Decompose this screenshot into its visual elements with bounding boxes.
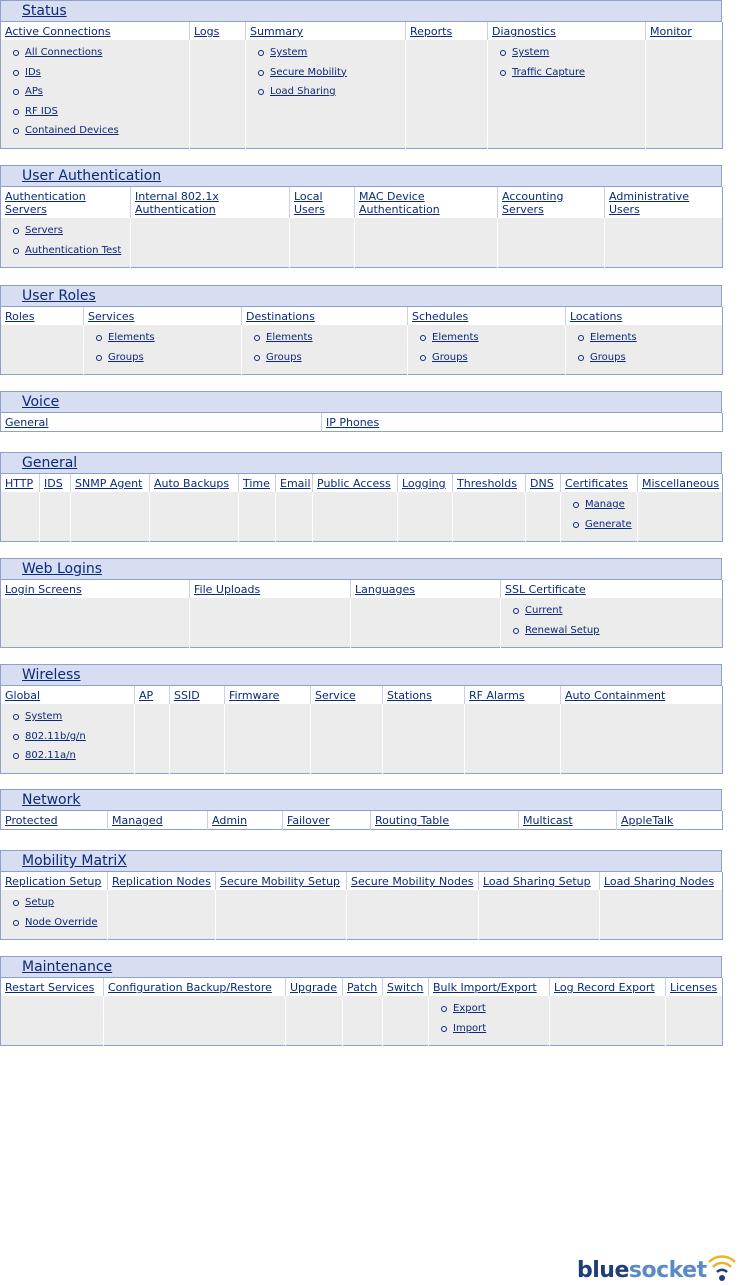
tab-firmware[interactable]: Firmware: [229, 689, 280, 702]
tab-config-backup-restore[interactable]: Configuration Backup/Restore: [108, 981, 272, 994]
tab-email[interactable]: Email: [280, 477, 311, 490]
link-summary-system[interactable]: System: [270, 47, 308, 58]
section-title-general[interactable]: General: [0, 452, 722, 474]
user-auth-table: [0, 187, 723, 268]
link-manage[interactable]: Manage: [585, 499, 625, 510]
tab-monitor[interactable]: Monitor: [650, 25, 692, 38]
list-item: [13, 66, 189, 86]
link-schedules-elements[interactable]: Elements: [432, 332, 479, 343]
section-title-user-roles[interactable]: User Roles: [0, 285, 722, 307]
section-general: [0, 452, 722, 542]
list-item: [13, 710, 134, 730]
section-mobility-matrix: [0, 850, 722, 940]
section-wireless: [0, 664, 722, 774]
tab-failover[interactable]: Failover: [287, 814, 330, 827]
link-traffic-capture[interactable]: Traffic Capture: [512, 66, 585, 78]
tab-public-access[interactable]: Public Access: [317, 477, 391, 490]
list-item: [573, 518, 637, 538]
tab-multicast[interactable]: Multicast: [523, 814, 573, 827]
tab-logs[interactable]: Logs: [194, 25, 220, 38]
list-item: [258, 85, 405, 105]
link-services-groups[interactable]: Groups: [108, 351, 144, 363]
user-roles-table: [0, 307, 723, 375]
status-table: [0, 22, 723, 149]
tab-active-connections[interactable]: Active Connections: [5, 25, 111, 38]
tab-log-record-export[interactable]: Log Record Export: [554, 981, 655, 994]
list-item: [420, 331, 565, 351]
link-authentication-test[interactable]: Authentication Test: [25, 244, 122, 256]
tab-schedules[interactable]: Schedules: [412, 310, 469, 323]
list-item: [441, 1022, 549, 1042]
section-user-authentication: [0, 165, 722, 268]
tab-auto-backups[interactable]: Auto Backups: [154, 477, 230, 490]
voice-table: [0, 413, 723, 432]
link-current[interactable]: Current: [525, 605, 563, 616]
bluesocket-logo: [577, 1248, 739, 1284]
tab-miscellaneous[interactable]: Miscellaneous: [642, 477, 720, 490]
list-item: [441, 1002, 549, 1022]
tab-load-sharing-setup[interactable]: Load Sharing Setup: [483, 875, 591, 888]
link-80211an[interactable]: 802.11a/n: [25, 750, 76, 761]
tab-roles[interactable]: Roles: [5, 310, 35, 323]
tab-restart-services[interactable]: Restart Services: [5, 981, 95, 994]
mobility-table: [0, 872, 723, 940]
tab-load-sharing-nodes[interactable]: Load Sharing Nodes: [604, 875, 715, 888]
tab-licenses[interactable]: Licenses: [670, 981, 718, 994]
tab-rf-alarms[interactable]: RF Alarms: [469, 689, 525, 702]
tab-managed[interactable]: Managed: [112, 814, 163, 827]
link-wireless-system[interactable]: System: [25, 711, 63, 722]
section-title-voice[interactable]: Voice: [0, 391, 722, 413]
list-item: [13, 124, 189, 144]
section-network: [0, 789, 722, 830]
tab-global[interactable]: Global: [5, 689, 41, 702]
list-item: [254, 331, 407, 351]
list-item: [258, 46, 405, 66]
list-item: [573, 498, 637, 518]
tab-destinations[interactable]: Destinations: [246, 310, 315, 323]
tab-reports[interactable]: Reports: [410, 25, 453, 38]
maintenance-table: [0, 978, 723, 1046]
list-item: [254, 351, 407, 371]
tab-bulk-import-export[interactable]: Bulk Import/Export: [433, 981, 537, 994]
list-item: [513, 624, 722, 644]
tab-protected[interactable]: Protected: [5, 814, 58, 827]
link-locations-groups[interactable]: Groups: [590, 351, 626, 363]
section-maintenance: [0, 956, 722, 1046]
tab-certificates[interactable]: Certificates: [565, 477, 628, 490]
link-ids[interactable]: IDs: [25, 66, 41, 78]
tab-stations[interactable]: Stations: [387, 689, 432, 702]
tab-http[interactable]: HTTP: [5, 477, 34, 490]
link-80211bgn[interactable]: 802.11b/g/n: [25, 730, 86, 742]
tab-appletalk[interactable]: AppleTalk: [621, 814, 674, 827]
network-table: [0, 811, 723, 830]
tab-languages[interactable]: Languages: [355, 583, 416, 596]
tab-file-uploads[interactable]: File Uploads: [194, 583, 261, 596]
tab-upgrade[interactable]: Upgrade: [290, 981, 338, 994]
link-destinations-groups[interactable]: Groups: [266, 351, 302, 363]
tab-services[interactable]: Services: [88, 310, 135, 323]
section-title-status[interactable]: Status: [0, 0, 722, 22]
section-title-wireless[interactable]: Wireless: [0, 664, 722, 686]
section-title-web-logins[interactable]: Web Logins: [0, 558, 722, 580]
list-item: [513, 604, 722, 624]
tab-replication-setup[interactable]: Replication Setup: [5, 875, 102, 888]
link-contained-devices[interactable]: Contained Devices: [25, 125, 119, 136]
list-item: [13, 749, 134, 769]
tab-mac-device-auth[interactable]: MAC Device Authentication: [359, 190, 440, 216]
list-item: [258, 66, 405, 86]
link-diagnostics-system[interactable]: System: [512, 47, 550, 58]
link-import[interactable]: Import: [453, 1022, 487, 1034]
list-item: [96, 331, 241, 351]
logo-wordmark: bluesocket: [577, 1258, 707, 1283]
link-renewal-setup[interactable]: Renewal Setup: [525, 624, 600, 636]
tab-dns[interactable]: DNS: [530, 477, 554, 490]
tab-ssl-certificate[interactable]: SSL Certificate: [505, 583, 586, 596]
tab-logging[interactable]: Logging: [402, 477, 446, 490]
tab-locations[interactable]: Locations: [570, 310, 623, 323]
list-item: [578, 351, 722, 371]
tab-ssid[interactable]: SSID: [174, 689, 200, 702]
web-logins-table: [0, 580, 723, 648]
tab-secure-mobility-nodes[interactable]: Secure Mobility Nodes: [351, 875, 474, 888]
tab-admin[interactable]: Admin: [212, 814, 248, 827]
list-item: [13, 730, 134, 750]
list-item: [13, 896, 107, 916]
tab-login-screens[interactable]: Login Screens: [5, 583, 82, 596]
wifi-signal-icon: [705, 1248, 739, 1284]
link-generate[interactable]: Generate: [585, 518, 632, 530]
list-item: [13, 244, 130, 264]
list-item: [13, 46, 189, 66]
section-user-roles: [0, 285, 722, 375]
list-item: [13, 916, 107, 936]
tab-authentication-servers[interactable]: Authentication Servers: [5, 190, 86, 216]
link-setup[interactable]: Setup: [25, 897, 55, 908]
tab-administrative-users[interactable]: Administrative Users: [609, 190, 690, 216]
link-services-elements[interactable]: Elements: [108, 332, 155, 343]
link-locations-elements[interactable]: Elements: [590, 332, 637, 343]
list-item: [420, 351, 565, 371]
tab-snmp-agent[interactable]: SNMP Agent: [75, 477, 143, 490]
tab-local-users[interactable]: Local Users: [294, 190, 325, 216]
list-item: [13, 224, 130, 244]
tab-routing-table[interactable]: Routing Table: [375, 814, 450, 827]
tab-thresholds[interactable]: Thresholds: [457, 477, 517, 490]
link-destinations-elements[interactable]: Elements: [266, 332, 313, 343]
tab-ids[interactable]: IDS: [44, 477, 63, 490]
tab-ap[interactable]: AP: [139, 689, 154, 702]
list-item: [500, 66, 645, 86]
list-item: [500, 46, 645, 66]
link-load-sharing[interactable]: Load Sharing: [270, 86, 336, 97]
list-item: [13, 85, 189, 105]
tab-summary[interactable]: Summary: [250, 25, 304, 38]
section-voice: [0, 391, 722, 432]
tab-switch[interactable]: Switch: [387, 981, 424, 994]
link-node-override[interactable]: Node Override: [25, 916, 98, 928]
tab-auto-containment[interactable]: Auto Containment: [565, 689, 666, 702]
tab-diagnostics[interactable]: Diagnostics: [492, 25, 556, 38]
tab-time[interactable]: Time: [243, 477, 270, 490]
wireless-table: [0, 686, 723, 774]
section-status: [0, 0, 722, 149]
link-schedules-groups[interactable]: Groups: [432, 351, 468, 363]
link-secure-mobility[interactable]: Secure Mobility: [270, 66, 347, 78]
tab-patch[interactable]: Patch: [347, 981, 378, 994]
tab-replication-nodes[interactable]: Replication Nodes: [112, 875, 211, 888]
list-item: [96, 351, 241, 371]
tab-ip-phones[interactable]: IP Phones: [326, 416, 380, 429]
link-rf-ids[interactable]: RF IDS: [25, 105, 58, 117]
tab-service[interactable]: Service: [315, 689, 356, 702]
section-title-mobility-matrix[interactable]: Mobility MatriX: [0, 850, 722, 872]
link-all-connections[interactable]: All Connections: [25, 47, 103, 58]
link-aps[interactable]: APs: [25, 86, 43, 97]
list-item: [13, 105, 189, 125]
section-title-network[interactable]: Network: [0, 789, 722, 811]
section-web-logins: [0, 558, 722, 648]
list-item: [578, 331, 722, 351]
general-table: [0, 474, 723, 542]
link-servers[interactable]: Servers: [25, 225, 64, 236]
section-title-user-authentication[interactable]: User Authentication: [0, 165, 722, 187]
tab-accounting-servers[interactable]: Accounting Servers: [502, 190, 564, 216]
tab-internal-8021x[interactable]: Internal 802.1x Authentication: [135, 190, 219, 216]
tab-secure-mobility-setup[interactable]: Secure Mobility Setup: [220, 875, 341, 888]
section-title-maintenance[interactable]: Maintenance: [0, 956, 722, 978]
tab-voice-general[interactable]: General: [5, 416, 49, 429]
link-export[interactable]: Export: [453, 1003, 486, 1014]
